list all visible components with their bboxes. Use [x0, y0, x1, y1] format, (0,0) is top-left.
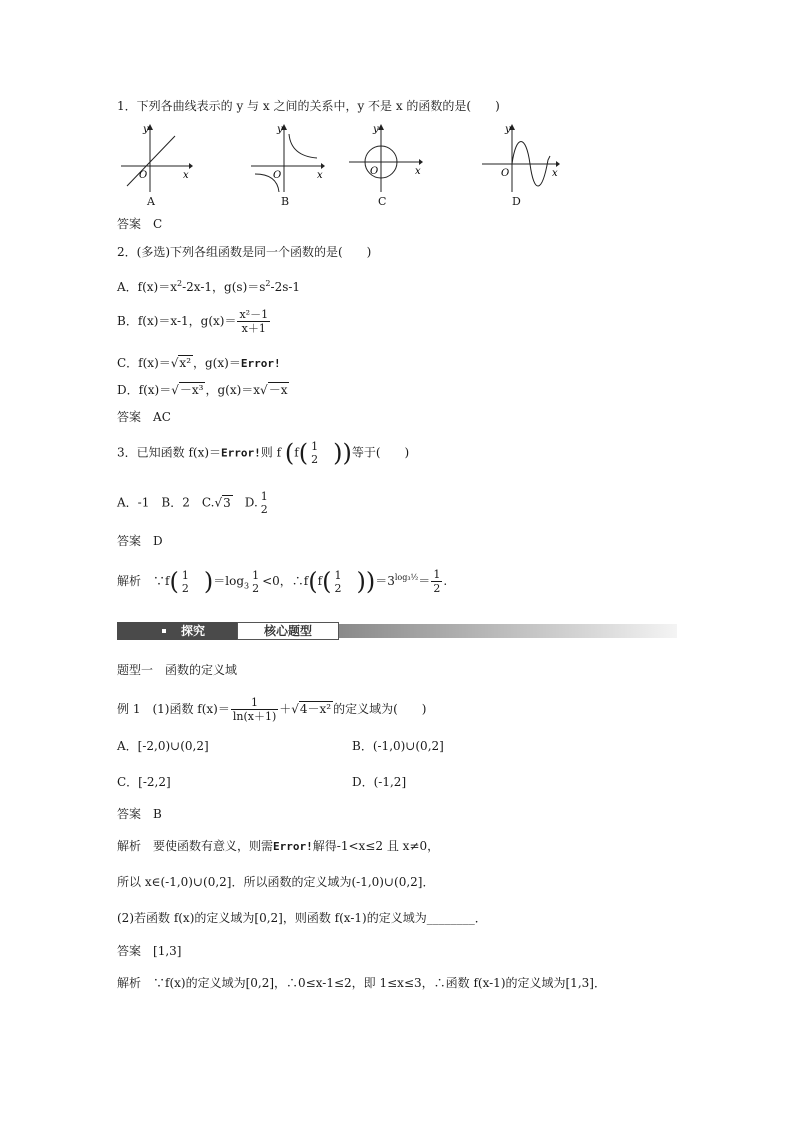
ex1-analysis-3: 解析 ∵f(x)的定义域为[0,2]，∴0≤x-1≤2，即 1≤x≤3，∴函数 f(x-1)的定义域为[1,3]．: [117, 976, 606, 990]
graph-a-label: A: [147, 195, 155, 208]
graph-b-hyperbola: [247, 122, 327, 194]
graph-d-label: D: [512, 195, 521, 208]
graph-d-sine: [478, 122, 562, 194]
ex1-option-a: A．[-2,0)∪(0,2]: [117, 739, 209, 753]
svg-text:x: x: [552, 168, 558, 179]
q2-option-c: C．f(x)＝√x² ，g(x)＝Error!: [117, 356, 281, 370]
svg-text:y: y: [373, 124, 379, 135]
svg-text:y: y: [505, 124, 511, 135]
svg-text:O: O: [370, 166, 379, 177]
ex1-stem: 例 1 (1)函数 f(x)＝ $\frac{1}{\ln(x+1)}$ ＋√4－x² 的定义域为( ): [117, 696, 427, 723]
graph-a-line: [117, 122, 193, 194]
svg-text:O: O: [501, 168, 510, 179]
origin-label: O: [139, 170, 148, 181]
q1-stem: 1．下列各曲线表示的 y 与 x 之间的关系中，y 不是 x 的函数的是( ): [117, 99, 500, 113]
graph-c-label: C: [378, 195, 387, 208]
q3-stem: 3．已知函数 f(x)＝Error!则 f (f( 1 2 ))等于( ): [117, 439, 410, 467]
q2-stem: 2．(多选)下列各组函数是同一个函数的是( ): [117, 245, 372, 259]
q2-option-d: D．f(x)＝√－x³ ，g(x)＝x√－x: [117, 383, 288, 397]
q2-option-b: B．f(x)＝x-1，g(x)＝ $\frac{\text{x²－1}}{x+1}$: [117, 308, 269, 335]
graph-b-label: B: [281, 195, 290, 208]
q1-answer: 答案 C: [117, 217, 163, 231]
ex1-analysis-1: 解析 要使函数有意义，则需Error!解得-1<x≤2 且 x≠0，: [117, 839, 440, 853]
svg-text:x: x: [415, 166, 421, 177]
ex1-analysis-2: 所以 x∈(-1,0)∪(0,2]．所以函数的定义域为(-1,0)∪(0,2]．: [117, 875, 435, 889]
ex1-answer-2: 答案 [1,3]: [117, 944, 182, 958]
banner-tag-explore: 探究: [117, 622, 237, 640]
q3-options: A．-1 B．2 C.√3 D. 1 2: [117, 490, 268, 516]
section-banner: [117, 620, 677, 640]
axis-x-label: x: [183, 170, 189, 181]
ex1-option-b: B．(-1,0)∪(0,2]: [352, 739, 444, 753]
ex1-option-c: C．[-2,2]: [117, 775, 171, 789]
ex1-option-d: D．(-1,2]: [352, 775, 407, 789]
graph-c-circle: [345, 122, 425, 194]
svg-text:O: O: [273, 170, 282, 181]
axis-y-label: y: [143, 124, 149, 135]
banner-tag-core: 核心题型: [237, 622, 339, 640]
svg-text:y: y: [277, 124, 283, 135]
ex1-part2: (2)若函数 f(x)的定义域为[0,2]，则函数 f(x-1)的定义域为________．: [117, 911, 487, 925]
q2-answer: 答案 AC: [117, 410, 171, 424]
ex1-answer: 答案 B: [117, 807, 162, 821]
type1-title: 题型一 函数的定义域: [117, 663, 238, 677]
q3-analysis: 解析 ∵f( 1 2 )$=\log_3$ 1 2 <0，∴f(f( 1 2 ))$=3^{log_3\frac{1}{2}}=$ $\frac{1}{2}$ .: [117, 567, 448, 596]
q3-answer: 答案 D: [117, 534, 163, 548]
q2-option-a: A．$f(x)=x^2-2x-1$，$g(s)=s^2-2s-1$: [117, 279, 301, 294]
svg-text:x: x: [317, 170, 323, 181]
